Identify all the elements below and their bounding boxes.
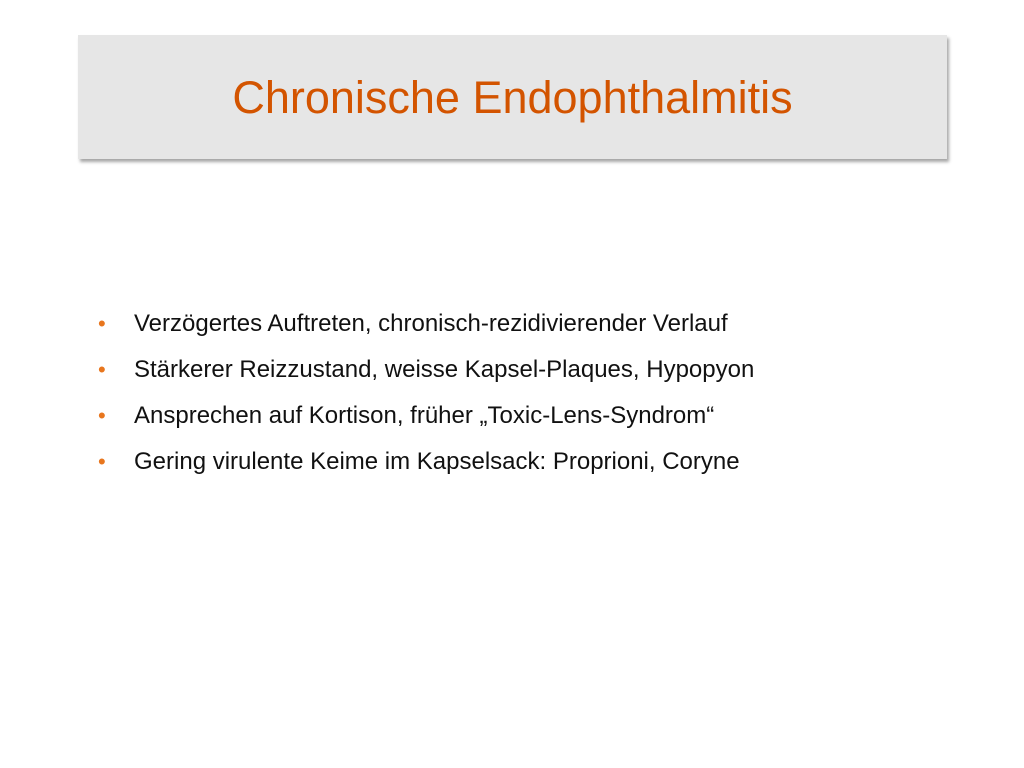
- bullet-list: [98, 310, 998, 494]
- bullet-icon: •: [98, 357, 106, 382]
- bullet-text: Stärkerer Reizzustand, weisse Kapsel-Plaques, Hypopyon: [134, 356, 755, 383]
- list-item: [98, 402, 998, 448]
- bullet-icon: •: [98, 311, 106, 336]
- list-item: [98, 448, 998, 494]
- list-item: [98, 310, 998, 356]
- slide-title: Chronische Endophthalmitis: [232, 71, 793, 123]
- bullet-text: Ansprechen auf Kortison, früher „Toxic-Lens-Syndrom“: [134, 402, 715, 429]
- bullet-text: Verzögertes Auftreten, chronisch-rezidivierender Verlauf: [134, 310, 728, 337]
- bullet-icon: •: [98, 403, 106, 428]
- list-item: [98, 356, 998, 402]
- bullet-icon: •: [98, 449, 106, 474]
- title-box: [78, 35, 947, 159]
- bullet-text: Gering virulente Keime im Kapselsack: Proprioni, Coryne: [134, 448, 740, 475]
